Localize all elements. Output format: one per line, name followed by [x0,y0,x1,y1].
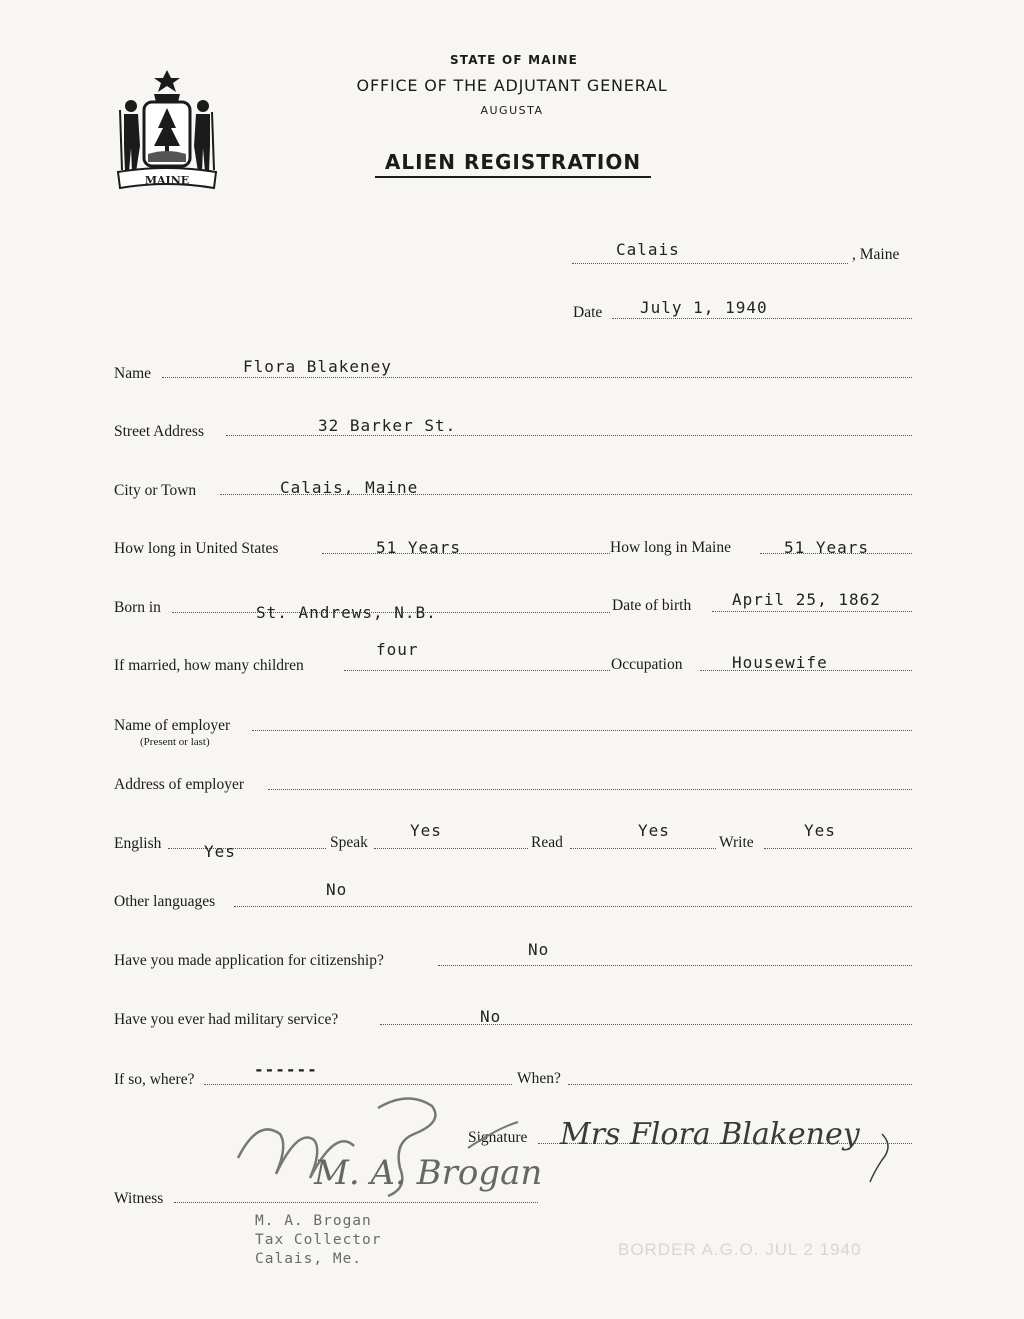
applicant-signature [552,1100,922,1190]
children-value: four [376,640,419,659]
date-of-birth-label: Date of birth [612,597,692,614]
when-label: When? [517,1070,561,1087]
other-languages-label: Other languages [114,893,216,910]
when-line [568,1084,912,1085]
svg-text:Mrs Flora Blakeney: Mrs Flora Blakeney [560,1117,860,1152]
speak-label: Speak [330,834,368,851]
witness-line-2: Tax Collector [255,1232,382,1248]
witness-signature [218,1088,543,1208]
name-label: Name [114,365,152,382]
occupation-value: Housewife [732,653,828,672]
military-label: Have you ever had military service? [114,1011,339,1028]
speak-value: Yes [410,821,442,840]
header-state: STATE OF MAINE [449,53,579,67]
write-label: Write [719,834,754,851]
maine-label: , Maine [852,246,900,263]
born-in-label: Born in [114,599,161,616]
svg-text:M. A. Brogan: M. A. Brogan [314,1153,543,1193]
read-line [570,848,716,849]
english-line [168,848,326,849]
form-title: ALIEN REGISTRATION [375,150,651,178]
received-stamp: BORDER A.G.O. JUL 2 1940 [618,1240,862,1259]
city-value: Calais, Maine [280,478,419,497]
svg-text:MAINE: MAINE [144,174,190,187]
how-long-us-line [322,553,610,554]
town-line [572,263,848,264]
read-label: Read [531,834,563,851]
witness-line-3: Calais, Me. [255,1251,363,1267]
date-of-birth-value: April 25, 1862 [732,590,881,609]
city-label: City or Town [114,482,197,499]
where-value: ------ [254,1060,318,1079]
street-label: Street Address [114,423,204,440]
witness-line-1: M. A. Brogan [255,1213,372,1229]
employer-address-line [268,789,912,790]
how-long-us-label: How long in United States [114,540,279,557]
name-value: Flora Blakeney [243,357,392,376]
how-long-maine-value: 51 Years [784,538,870,557]
town-value: Calais [616,240,680,259]
street-line [226,435,912,436]
name-line [162,377,912,378]
witness-label: Witness [114,1190,164,1207]
how-long-maine-label: How long in Maine [610,539,731,556]
witness-typed-block [255,1212,382,1269]
write-line [764,848,912,849]
header-office: OFFICE OF THE ADJUTANT GENERAL [356,76,668,95]
other-languages-value: No [326,880,348,899]
read-value: Yes [638,821,670,840]
where-label: If so, where? [114,1071,195,1088]
street-value: 32 Barker St. [318,416,457,435]
children-label: If married, how many children [114,657,304,674]
citizenship-line [438,965,912,966]
date-line [612,318,912,319]
employer-sublabel: (Present or last) [140,736,210,748]
header-city: AUGUSTA [480,104,544,117]
employer-address-label: Address of employer [114,776,244,793]
other-languages-line [234,906,912,907]
how-long-us-value: 51 Years [376,538,462,557]
citizenship-value: No [528,940,550,959]
citizenship-label: Have you made application for citizenship? [114,952,384,969]
english-value: Yes [204,842,236,861]
employer-label: Name of employer [114,717,231,734]
employer-line [252,730,912,731]
date-label: Date [573,304,603,321]
children-line [344,670,610,671]
where-line [204,1084,512,1085]
occupation-label: Occupation [611,656,683,673]
date-value: July 1, 1940 [640,298,768,317]
date-of-birth-line [712,611,912,612]
born-in-value: St. Andrews, N.B. [256,603,437,622]
signature-label: Signature [468,1129,528,1146]
speak-line [374,848,528,849]
military-value: No [480,1007,502,1026]
english-label: English [114,835,162,852]
military-line [380,1024,912,1025]
write-value: Yes [804,821,836,840]
